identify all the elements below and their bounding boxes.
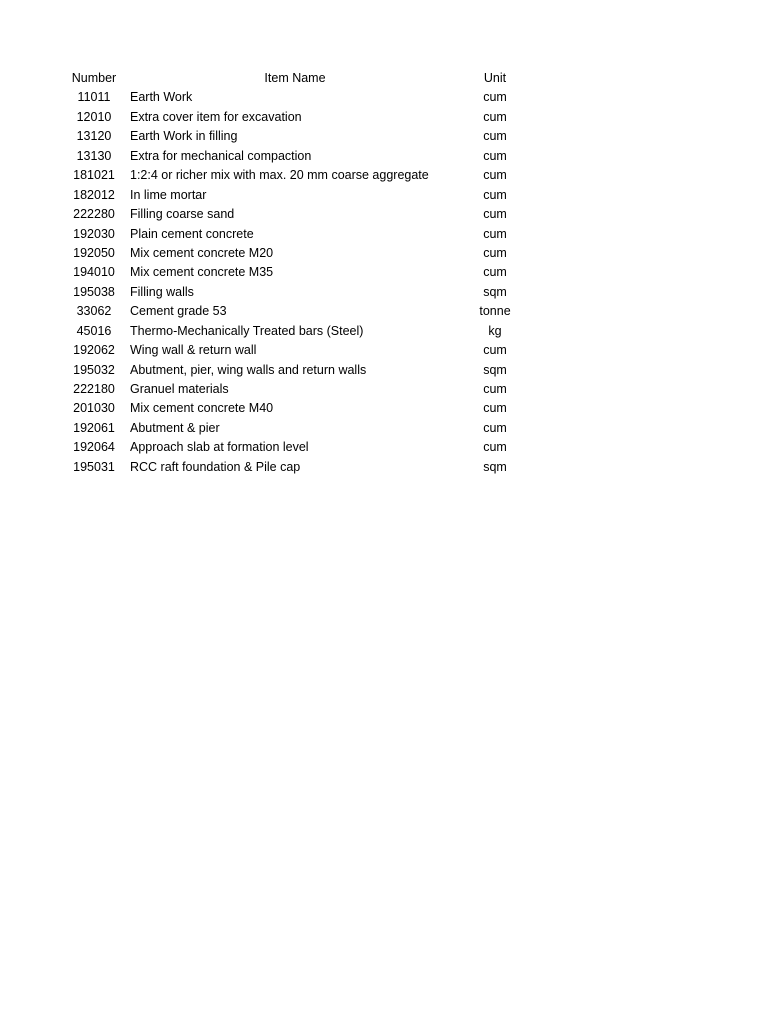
table-row: [58, 399, 538, 418]
row-unit: sqm: [483, 459, 507, 474]
table-row: [58, 108, 538, 127]
header-number: Number: [71, 71, 117, 85]
table-row: [58, 302, 538, 321]
row-unit: cum: [483, 207, 507, 222]
table-row: [58, 127, 538, 146]
row-unit: cum: [483, 187, 507, 202]
table-row: [58, 341, 538, 360]
row-number: 222180: [73, 382, 115, 396]
row-number: 11011: [77, 90, 111, 105]
row-unit: cum: [483, 148, 507, 163]
row-item-name: 1:2:4 or richer mix with max. 20 mm coarse aggregate: [130, 168, 429, 183]
row-item-name: Wing wall & return wall: [130, 343, 257, 358]
table-row: [58, 283, 538, 302]
table-row: [58, 88, 538, 107]
row-number: 195032: [73, 362, 115, 377]
row-number: 192064: [73, 440, 115, 455]
row-item-name: Extra for mechanical compaction: [130, 148, 312, 163]
row-item-name: Mix cement concrete M20: [130, 245, 274, 260]
table-header-row: [58, 69, 538, 88]
row-item-name: Cement grade 53: [130, 304, 227, 319]
row-unit: cum: [483, 109, 507, 124]
row-unit: cum: [483, 440, 507, 455]
row-unit: cum: [483, 168, 507, 183]
row-item-name: Approach slab at formation level: [130, 440, 309, 455]
row-item-name: Earth Work in filling: [130, 129, 238, 144]
row-unit: cum: [483, 382, 507, 396]
row-unit: cum: [483, 245, 507, 260]
row-number: 45016: [76, 323, 112, 338]
row-unit: cum: [483, 129, 507, 144]
table-row: [58, 458, 538, 477]
row-item-name: Granuel materials: [130, 382, 229, 396]
row-unit: cum: [483, 343, 507, 358]
row-item-name: Mix cement concrete M40: [130, 401, 274, 416]
row-unit: sqm: [483, 284, 507, 299]
row-item-name: Filling coarse sand: [130, 207, 235, 222]
row-unit: tonne: [479, 304, 511, 319]
row-number: 194010: [73, 265, 115, 280]
row-number: 195031: [73, 459, 115, 474]
row-unit: cum: [483, 226, 507, 241]
row-number: 192062: [73, 343, 115, 358]
row-number: 33062: [76, 304, 112, 319]
row-unit: cum: [483, 90, 507, 105]
row-number: 192061: [73, 420, 115, 435]
row-unit: kg: [488, 323, 502, 338]
row-unit: cum: [483, 401, 507, 416]
row-number: 13120: [76, 129, 112, 144]
row-unit: cum: [483, 265, 507, 280]
row-number: 222280: [73, 207, 115, 222]
row-number: 181021: [73, 168, 115, 183]
table-row: [58, 166, 538, 185]
row-item-name: Thermo-Mechanically Treated bars (Steel): [130, 323, 364, 338]
row-item-name: Mix cement concrete M35: [130, 265, 274, 280]
table-row: [58, 263, 538, 282]
table-row: [58, 419, 538, 438]
table-row: [58, 361, 538, 380]
row-item-name: Earth Work: [130, 90, 193, 105]
table-row: [58, 380, 538, 399]
row-number: 195038: [73, 284, 115, 299]
row-number: 12010: [76, 109, 112, 124]
row-number: 192030: [73, 226, 115, 241]
row-item-name: In lime mortar: [130, 187, 207, 202]
row-item-name: Filling walls: [130, 284, 194, 299]
row-item-name: Abutment, pier, wing walls and return walls: [130, 362, 367, 377]
table-row: [58, 205, 538, 224]
table-row: [58, 438, 538, 457]
row-item-name: Plain cement concrete: [130, 226, 254, 241]
row-item-name: Abutment & pier: [130, 420, 220, 435]
row-unit: cum: [483, 420, 507, 435]
row-number: 192050: [73, 245, 115, 260]
item-table: [58, 69, 538, 477]
table-row: [58, 225, 538, 244]
table-row: [58, 244, 538, 263]
header-item-name: Item Name: [264, 71, 326, 85]
row-item-name: Extra cover item for excavation: [130, 109, 302, 124]
table-row: [58, 322, 538, 341]
row-item-name: RCC raft foundation & Pile cap: [130, 459, 301, 474]
row-number: 13130: [76, 148, 112, 163]
row-unit: sqm: [483, 362, 507, 377]
header-unit: Unit: [483, 71, 507, 85]
table-row: [58, 147, 538, 166]
table-row: [58, 186, 538, 205]
row-number: 201030: [73, 401, 115, 416]
row-number: 182012: [73, 187, 115, 202]
